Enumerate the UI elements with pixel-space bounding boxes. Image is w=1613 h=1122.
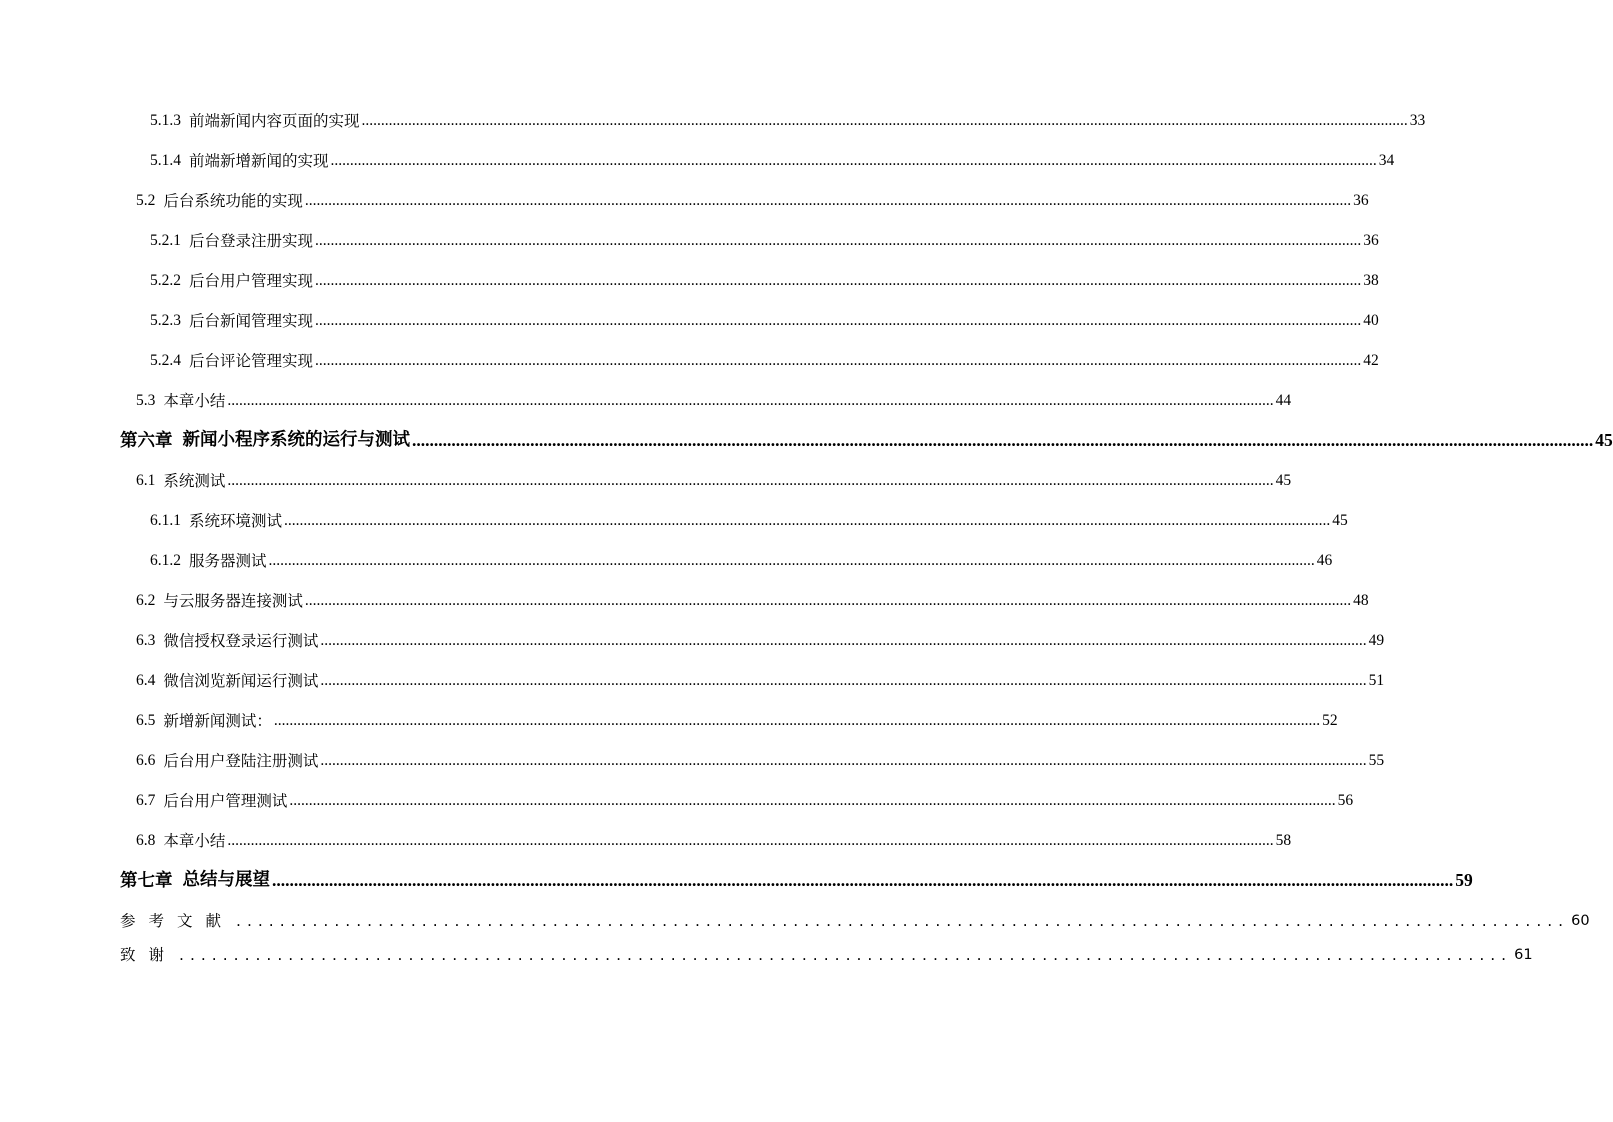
toc-entry-page: 36	[1353, 192, 1369, 209]
toc-entry-title: 前端新增新闻的实现	[189, 152, 329, 170]
toc-entry-title: 后台用户登陆注册测试	[163, 752, 319, 770]
toc-entry-number: 6.8	[136, 832, 156, 849]
toc-entry-number: 6.5	[136, 712, 156, 729]
toc-dot-leader: ..........................................................................................................................	[179, 946, 1513, 964]
toc-entry-page: 55	[1368, 752, 1385, 769]
toc-dot-leader: ..............................................................................................................................................................................................................................................................................	[315, 312, 1362, 329]
toc-dot-leader: ..............................................................................................................................................................................................................................................................................	[227, 832, 1274, 849]
toc-entry-number: 5.2.2	[150, 272, 181, 289]
toc-entry-title: 后台用户管理测试	[163, 792, 288, 810]
toc-entry-title: 后台登录注册实现	[189, 232, 314, 250]
toc-dot-leader: ..............................................................................................................................................................................................................................................................................	[304, 192, 1352, 209]
toc-entry-title: 与云服务器连接测试	[163, 592, 303, 610]
toc-dot-leader: ..............................................................................................................................................................................................................................................................................	[227, 392, 1274, 409]
toc-entry-number: 6.1.1	[150, 512, 181, 529]
toc-dot-leader: ..............................................................................................................................................................................................................................................................................	[289, 792, 1336, 809]
toc-entry-number: 6.6	[136, 752, 156, 769]
toc-dot-leader: ..............................................................................................................................................................................................................................................................................	[320, 752, 1367, 769]
toc-dot-leader: ..............................................................................................................................................................................................................................................................................	[268, 552, 1315, 569]
toc-chapter-7[interactable]	[120, 860, 1473, 890]
toc-chapter-number: 第六章	[120, 430, 173, 450]
toc-entry-5-2-3[interactable]	[150, 301, 1379, 331]
toc-entry-page: 38	[1363, 272, 1379, 289]
toc-dot-leader: ..............................................................................................................................................................................................................................................................................	[315, 272, 1362, 289]
toc-entry-page: 36	[1363, 232, 1379, 249]
toc-entry-6-6[interactable]	[136, 741, 1385, 771]
toc-entry-title: 前端新闻内容页面的实现	[189, 112, 360, 130]
toc-chapter-number: 第七章	[120, 870, 173, 890]
toc-entry-references[interactable]	[120, 901, 1590, 931]
toc-entry-page: 34	[1378, 152, 1395, 169]
toc-entry-page: 52	[1322, 712, 1338, 729]
toc-entry-number: 6.2	[136, 592, 156, 609]
toc-entry-title: 服务器测试	[189, 552, 267, 570]
toc-entry-number: 5.2.1	[150, 232, 181, 249]
toc-entry-5-2-1[interactable]	[150, 221, 1379, 251]
toc-entry-acknowledgements[interactable]	[120, 935, 1533, 965]
toc-dot-leader: ..............................................................................................................................................................................................................................................................................	[320, 632, 1367, 649]
toc-entry-5-3[interactable]	[136, 381, 1292, 411]
toc-entry-number: 5.2.3	[150, 312, 181, 329]
toc-entry-6-2[interactable]	[136, 581, 1369, 611]
toc-entry-6-1[interactable]	[136, 461, 1292, 491]
toc-entry-number: 6.1.2	[150, 552, 181, 569]
toc-entry-title: 系统测试	[163, 472, 226, 490]
toc-entry-title: 后台新闻管理实现	[189, 312, 314, 330]
toc-dot-leader: ..............................................................................................................................................................................................................................................................................	[412, 430, 1594, 450]
toc-entry-title: 本章小结	[163, 832, 226, 850]
toc-dot-leader: ..............................................................................................................................................................................................................................................................................	[227, 472, 1274, 489]
toc-entry-page: 42	[1363, 352, 1379, 369]
toc-dot-leader: ..........................................................................................................................	[236, 912, 1570, 930]
toc-dot-leader: ..............................................................................................................................................................................................................................................................................	[273, 712, 1321, 729]
toc-chapter-title: 新闻小程序系统的运行与测试	[182, 430, 410, 450]
toc-entry-5-2-2[interactable]	[150, 261, 1379, 291]
toc-dot-leader: ..............................................................................................................................................................................................................................................................................	[361, 112, 1408, 129]
toc-dot-leader: ..............................................................................................................................................................................................................................................................................	[315, 352, 1362, 369]
toc-entry-title: 微信浏览新闻运行测试	[163, 672, 319, 690]
toc-chapter-6[interactable]	[120, 420, 1613, 450]
toc-dot-leader: ..............................................................................................................................................................................................................................................................................	[315, 232, 1362, 249]
toc-entry-page: 45	[1332, 512, 1348, 529]
toc-entry-title: 致谢	[120, 946, 178, 964]
toc-entry-number: 5.1.3	[150, 112, 181, 129]
toc-entry-page: 45	[1275, 472, 1292, 489]
toc-entry-page: 46	[1316, 552, 1333, 569]
toc-entry-page: 58	[1275, 832, 1292, 849]
toc-entry-page: 33	[1409, 112, 1426, 129]
toc-entry-number: 6.7	[136, 792, 156, 809]
toc-entry-5-2-4[interactable]	[150, 341, 1379, 371]
toc-entry-6-7[interactable]	[136, 781, 1354, 811]
toc-entry-number: 6.3	[136, 632, 156, 649]
toc-entry-6-3[interactable]	[136, 621, 1385, 651]
toc-entry-page: 40	[1363, 312, 1379, 329]
toc-dot-leader: ..............................................................................................................................................................................................................................................................................	[330, 152, 1377, 169]
toc-entry-title: 本章小结	[163, 392, 226, 410]
toc-entry-number: 6.4	[136, 672, 156, 689]
toc-entry-5-1-3[interactable]	[150, 101, 1426, 131]
toc-entry-number: 5.2.4	[150, 352, 181, 369]
toc-dot-leader: ..............................................................................................................................................................................................................................................................................	[272, 870, 1454, 890]
toc-entry-page: 48	[1353, 592, 1369, 609]
toc-entry-number: 6.1	[136, 472, 156, 489]
toc-entry-title: 后台评论管理实现	[189, 352, 314, 370]
toc-entry-title: 系统环境测试	[189, 512, 283, 530]
toc-entry-6-8[interactable]	[136, 821, 1292, 851]
toc-entry-page: 56	[1337, 792, 1354, 809]
toc-entry-page: 59	[1455, 870, 1473, 890]
toc-entry-title: 后台系统功能的实现	[163, 192, 303, 210]
toc-entry-6-1-2[interactable]	[150, 541, 1333, 571]
toc-entry-number: 5.2	[136, 192, 156, 209]
toc-entry-5-2[interactable]	[136, 181, 1369, 211]
toc-dot-leader: ..............................................................................................................................................................................................................................................................................	[304, 592, 1352, 609]
toc-entry-title: 微信授权登录运行测试	[163, 632, 319, 650]
toc-entry-title: 后台用户管理实现	[189, 272, 314, 290]
toc-chapter-title: 总结与展望	[182, 870, 270, 890]
toc-entry-page: 51	[1368, 672, 1385, 689]
toc-entry-5-1-4[interactable]	[150, 141, 1395, 171]
toc-entry-number: 5.1.4	[150, 152, 181, 169]
toc-entry-6-1-1[interactable]	[150, 501, 1348, 531]
toc-entry-number: 5.3	[136, 392, 156, 409]
toc-entry-title: 新增新闻测试：	[163, 712, 272, 730]
toc-entry-title: 参考文献	[120, 912, 235, 930]
toc-entry-6-4[interactable]	[136, 661, 1385, 691]
toc-entry-page: 44	[1275, 392, 1292, 409]
toc-entry-page: 45	[1595, 430, 1613, 450]
toc-entry-page: 49	[1368, 632, 1385, 649]
toc-entry-page: 61	[1514, 947, 1533, 963]
toc-entry-page: 60	[1571, 913, 1590, 929]
toc-entry-6-5[interactable]	[136, 701, 1338, 731]
toc-dot-leader: ..............................................................................................................................................................................................................................................................................	[320, 672, 1367, 689]
toc-dot-leader: ..............................................................................................................................................................................................................................................................................	[284, 512, 1331, 529]
